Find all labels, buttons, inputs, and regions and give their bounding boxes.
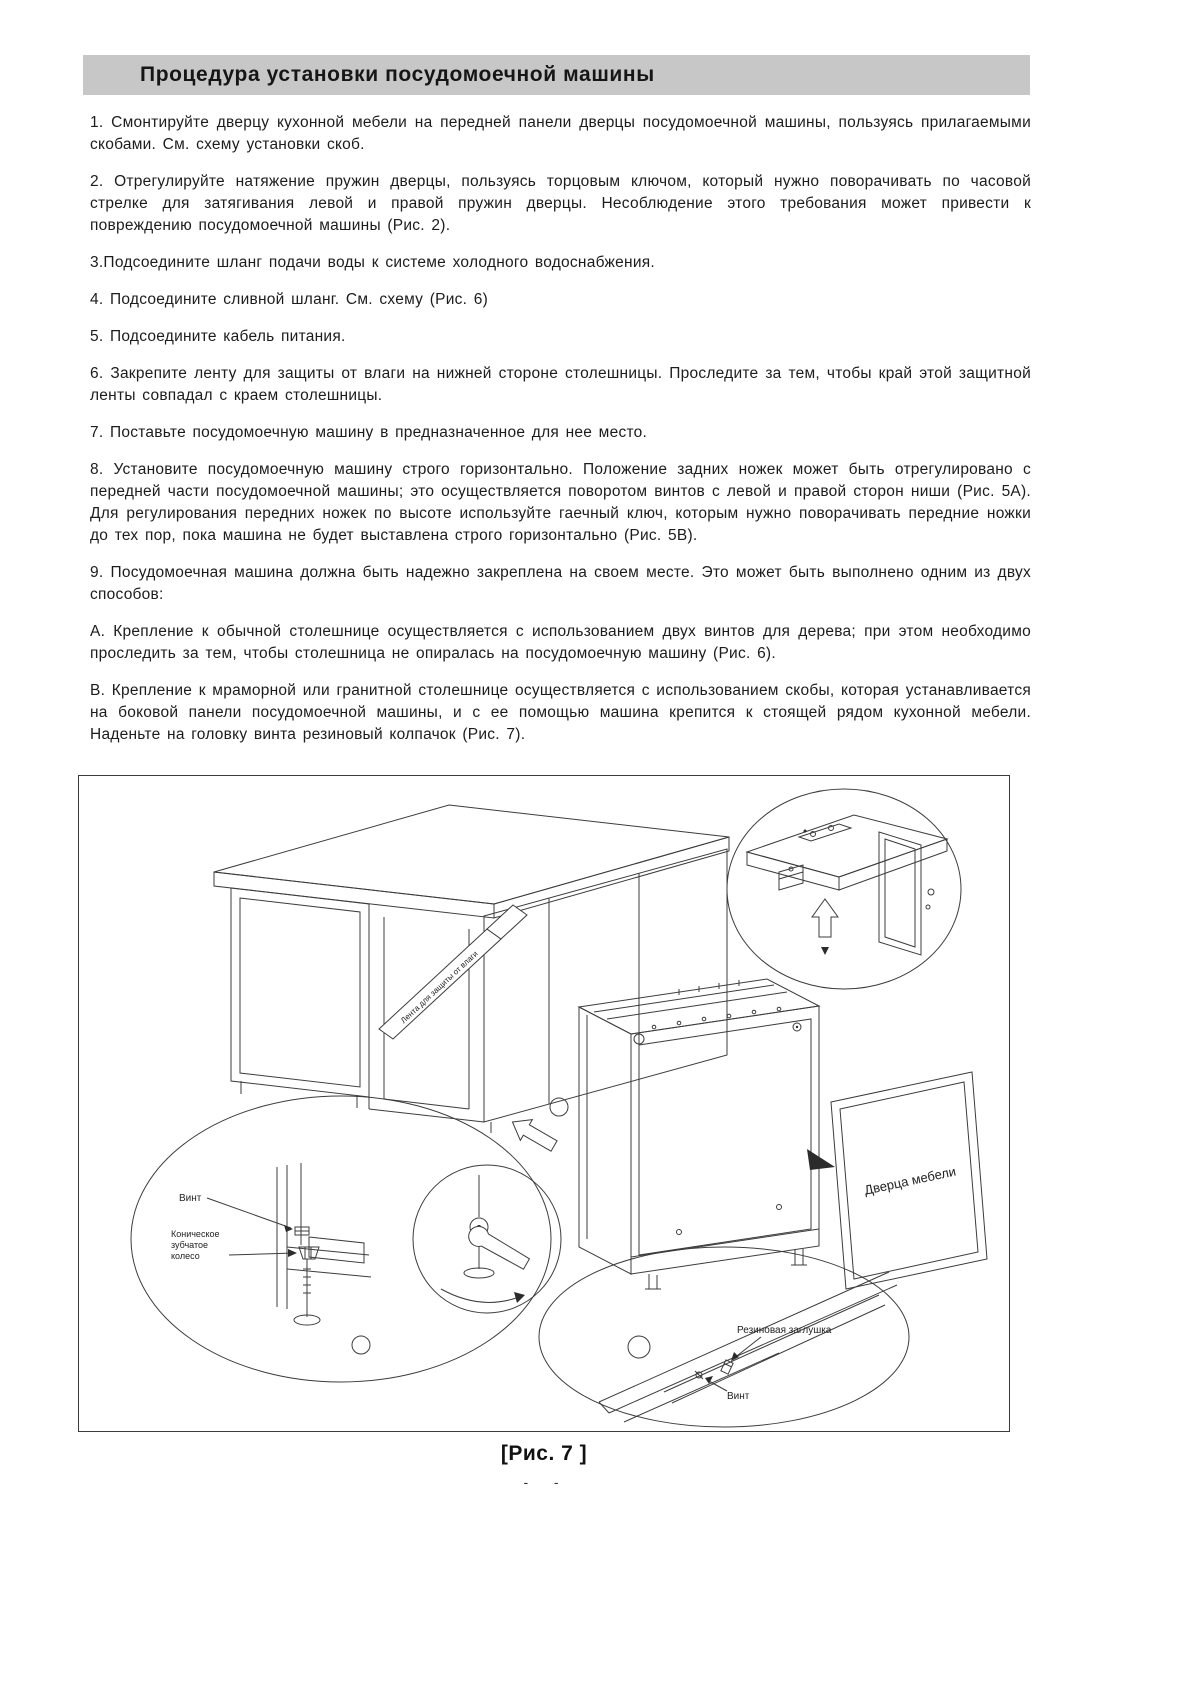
figure-caption: [Рис. 7 ] [500, 1442, 588, 1465]
page-title: Процедура установки посудомоечной машины [140, 63, 655, 86]
gear-label: Коническое зубчатое колесо [171, 1229, 220, 1261]
instructions [90, 112, 1031, 761]
mount-direction-arrow [812, 899, 838, 937]
instruction-step-1: 1. Смонтируйте дверцу кухонной мебели на передней панели дверцы посудомоечной машины, пользуясь прилагаемыми скобами. См. схему установки скоб. [90, 114, 1031, 153]
instruction-step-9: 9. Посудомоечная машина должна быть надежно закреплена на своем месте. Это может быть выполнено одним из двух способов: [90, 564, 1031, 603]
instruction-step-a: А. Крепление к обычной столешнице осуществляется с использованием двух винтов для дерева; при этом необходимо проследить за тем, чтобы столешница не опиралась на посудомоечную машину (Рис. 6). [90, 623, 1031, 662]
page-number-mark: - - [523, 1474, 565, 1490]
front-feet-adjustment-callout [131, 1096, 561, 1382]
insert-direction-arrow [506, 1112, 560, 1157]
furniture-door-panel [831, 1072, 987, 1289]
installation-diagram [79, 776, 1009, 1431]
instruction-step-2: 2. Отрегулируйте натяжение пружин дверцы, пользуясь торцовым ключом, который нужно поворачивать по часовой стрелке для затягивания левой и правой пружин дверцы. Несоблюдение этого требования может привести к повреждению посудомоечной машины (Рис. 2). [90, 173, 1031, 234]
wrench-adjust-detail [413, 1165, 561, 1313]
section-header [83, 55, 1030, 95]
furniture-door-label: Дверца мебели [862, 1163, 958, 1198]
instruction-step-5: 5. Подсоедините кабель питания. [90, 328, 346, 345]
wrench-icon [465, 1223, 531, 1273]
instruction-step-4: 4. Подсоедините сливной шланг. См. схему (Рис. 6) [90, 291, 489, 308]
instruction-step-b: В. Крепление к мраморной или гранитной столешнице осуществляется с использованием скобы, которая устанавливается на боковой панели посудомоечной машины, и с ее помощью машина крепится к стоящей рядом кухонной мебели. Наденьте на головку винта резиновый колпачок (Рис. 7). [90, 682, 1031, 743]
screw-label-right: Винт [727, 1391, 750, 1402]
screw-label-left: Винт [179, 1193, 202, 1204]
rubber-plug-label: Резиновая заглушка [737, 1325, 832, 1336]
counter-bracket-detail-callout [727, 789, 961, 989]
kitchen-cabinet [214, 805, 729, 1133]
moisture-tape [379, 905, 527, 1039]
instruction-step-8: 8. Установите посудомоечную машину строго горизонтально. Положение задних ножек может быть отрегулировано с передней части посудомоечной машины; это осуществляется поворотом винтов с левой и правой сторон ниши (Рис. 5А). Для регулирования передних ножек по высоте используйте гаечный ключ, которым нужно поворачивать передние ножки до тех пор, пока машина не будет выставлена строго горизонтально (Рис. 5В). [90, 461, 1031, 544]
dishwasher [506, 979, 835, 1289]
instruction-step-7: 7. Поставьте посудомоечную машину в предназначенное для нее место. [90, 424, 648, 441]
instruction-step-3: 3.Подсоедините шланг подачи воды к системе холодного водоснабжения. [90, 254, 655, 271]
instruction-step-6: 6. Закрепите ленту для защиты от влаги на нижней стороне столешницы. Проследите за тем, чтобы край этой защитной ленты совпадал с краем столешницы. [90, 365, 1031, 404]
door-mount-arrow [807, 1149, 835, 1170]
installation-figure [78, 775, 1010, 1432]
tape-label: Лента для защиты от влаги [399, 949, 480, 1026]
